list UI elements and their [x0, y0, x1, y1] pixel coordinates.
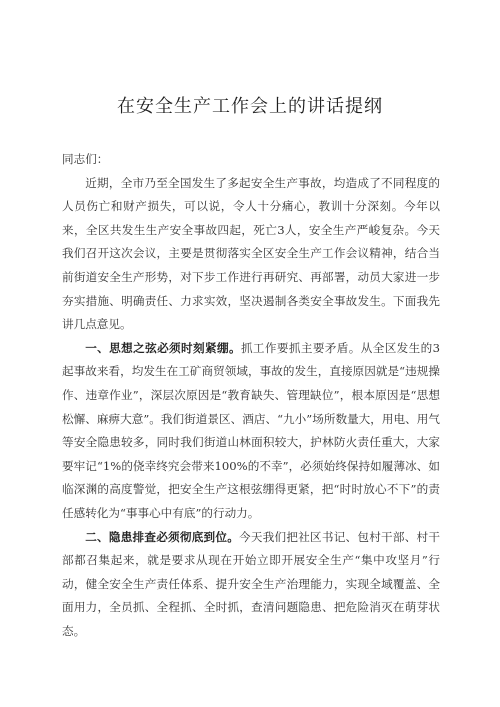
greeting: 同志们：	[62, 152, 109, 166]
section-2-paragraph	[62, 526, 440, 644]
section-2-body: 今天我们把社区书记、包村干部、村干部都召集起来，就是要求从现在开始立即开展安全生产“集中攻坚月”行动，健全安全生产责任体系、提升安全生产治理能力，实现全域覆盖、全面用力，全员抓、全程抓、全时抓，查清问题隐患、把危险消灭在萌芽状态。	[62, 529, 440, 638]
intro-paragraph: 近期，全市乃至全国发生了多起安全生产事故，均造成了不同程度的人员伤亡和财产损失，可以说，令人十分痛心，教训十分深刻。今年以来，全区共发生生产安全事故四起，死亡3人，安全生产严峻复杂。今天我们召开这次会议，主要是贯彻落实全区安全生产工作会议精神，结合当前街道安全生产形势，对下步工作进行再研究、再部署，动员大家进一步夯实措施、明确责任、力求实效，坚决遏制各类安全事故发生。下面我先讲几点意见。	[62, 175, 440, 332]
section-1-body: 抓工作要抓主要矛盾。从全区发生的3起事故来看，均发生在工矿商贸领域，事故的发生，直接原因就是“违规操作、违章作业”，深层次原因是“教育缺失、管理缺位”，根本原因是“思想松懈、麻痹大意”。我们街道景区、酒店、“九小”场所数量大，用电、用气等安全隐患较多，同时我们街道山林面积较大，护林防火责任重大，大家要牢记“1%的侥幸终究会带来100%的不幸”，必须始终保持如履薄冰、如临深渊的高度警觉，把安全生产这根弦绷得更紧，把“时时放心不下”的责任感转化为“事事心中有底”的行动力。	[62, 340, 440, 520]
section-1-paragraph	[62, 337, 440, 526]
section-1-heading: 一、思想之弦必须时刻紧绷。	[85, 340, 241, 355]
document-title: 在安全生产工作会上的讲话提纲	[117, 96, 383, 117]
document-body	[62, 148, 440, 643]
section-2-heading: 二、隐患排查必须彻底到位。	[85, 529, 240, 544]
